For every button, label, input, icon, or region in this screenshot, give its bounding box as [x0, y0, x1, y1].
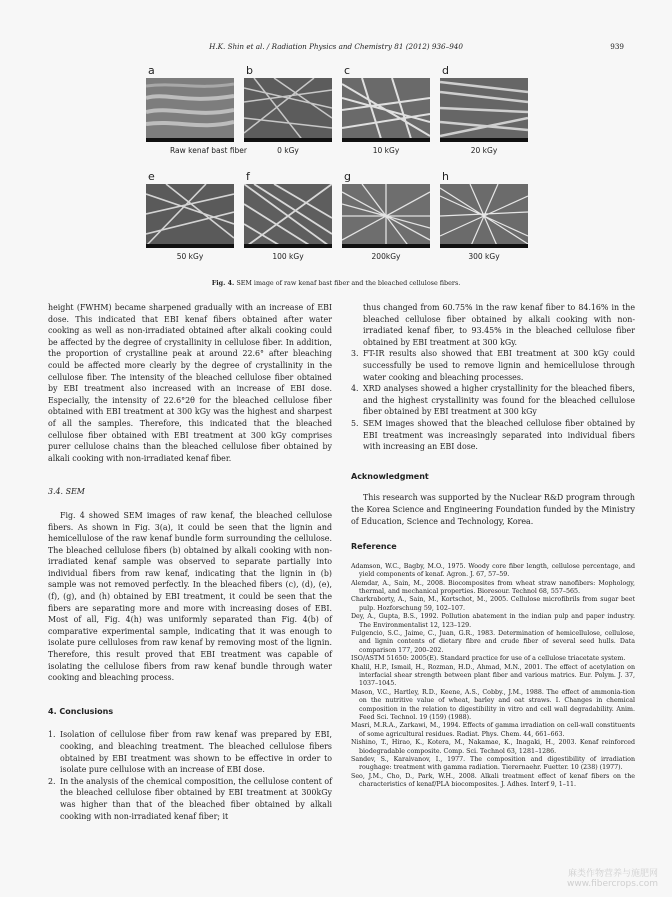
conclusions-list-cont: [351, 348, 635, 452]
figure-caption: [0, 279, 672, 287]
sem-image: [244, 78, 332, 142]
panel-label: 0 kGy: [277, 146, 299, 155]
panel-label: 300 kGy: [468, 252, 500, 261]
watermark-line-2: www.fibercrops.com: [567, 879, 658, 889]
panel-letter: c: [344, 64, 351, 77]
section-heading: 3.4. SEM: [48, 487, 85, 497]
watermark-line-1: 麻类作物营养与施肥网: [567, 869, 658, 879]
reference-item: Fulgencio, S.C., Jaime, C., Juan, G.R., 1983. Determination of hemicellulose, cellulose, and lignin contents of dietary fibre and crude fiber of several seed hulls. Data comparison 177, 200–202.: [351, 629, 635, 654]
reference-item: Charkraborty, A., Sain, M., Kortschot, M., 2005. Cellulose microfibrils from sugar beet pulp. Hozforschung 59, 102–107.: [351, 596, 635, 612]
caption-text: SEM image of raw kenaf bast fiber and the bleached cellulose fibers.: [234, 279, 461, 287]
paragraph: This research was supported by the Nuclear R&D program through the Korea Science and Engineering Foundation funded by the Ministry of Education, Science and Technology, Korea.: [351, 493, 635, 526]
page-number: 939: [610, 42, 624, 51]
right-column: [351, 302, 635, 790]
sem-figure: [146, 64, 526, 272]
sem-image: [244, 184, 332, 248]
paragraph: thus changed from 60.75% in the raw kenaf fiber to 84.16% in the bleached cellulose fiber obtained by alkali cooking with non-irradiated kenaf fiber, to 93.45% in the bleached cellulose fiber obtained by EBI treatment at 300 kGy.: [363, 303, 635, 347]
panel-label: 10 kGy: [372, 146, 400, 155]
panel-label: 200kGy: [371, 252, 401, 261]
reference-item: ISO/ASTM 51650: 2005(E). Standard practice for use of a cellulose triacetate system.: [351, 655, 626, 663]
reference-item: Sandev, S., Karaivanov, I., 1977. The composition and digestibility of irradiation roughage: treatment with gamma radiation. Tierernaehr. Fuetter. 10 (238) (1977).: [351, 756, 635, 772]
panel-letter: a: [148, 64, 155, 77]
reference-item: Seo, J.M., Cho, D., Park, W.H., 2008. Alkali treatment effect of kenaf fibers on the characteristics of kenaf/PLA biocomposites. J. Adhes. Interf 9, 1–11.: [351, 772, 635, 789]
panel-letter: g: [344, 170, 351, 183]
paragraph: Fig. 4 showed SEM images of raw kenaf, the bleached cellulose fibers. As shown in Fig. 3(a), it could be seen that the lignin and hemicellulose of the raw kenaf bundle form surrounding the cellulose. The bleached cellulose fibers (b) obtained by alkali cooking with non-irradiated kenaf sample was observed to separate partially into individual fibers from raw kenaf, indicating that the lignin in (b) sample was not removed perfectly. In the bleached fibers (c), (d), (e), (f), (g), and (h) obtained by EBI treatment, it could be seen that the fibers are separating more and more with increasing doses of EBI. Most of all, Fig. 4(h) was uniformly separated than Fig. 4(b) of comparative experimental sample, indicating that it was enough to isolate pure celluloses from raw kenaf by removing most of the lignin. Therefore, this result proved that EBI treatment was capable of isolating the cellulose fibers from raw kenaf bundle through water cooking and bleaching process.: [48, 510, 332, 683]
list-item: 1. Isolation of cellulose fiber from raw kenaf was prepared by EBI, cooking, and bleaching treatment. The bleached cellulose fibers obtained by EBI treatment was shown to be effective in order to isolate pure cellulose with an increase of EBI dose.: [48, 730, 332, 775]
conclusions-list: [48, 729, 332, 822]
reference-item: Khalil, H.P., Ismail, H., Rozman, H.D., Ahmad, M.N., 2001. The effect of acetylation on interfacial shear strength between plant fiber and various matrics. Eur. Polym. J. 37, 1037–1045.: [351, 663, 635, 688]
sem-image: [146, 184, 234, 248]
panel-letter: e: [148, 170, 155, 183]
reference-item: Nishino, T., Hirao, K., Kotera, M., Nakamae, K., Inagaki, H., 2003. Kenaf reinforced biodegradable composite. Comp. Sci. Technol 63, 1281–1286.: [351, 739, 635, 755]
section-heading: Reference: [351, 542, 397, 552]
sem-image: [440, 78, 528, 142]
reference-item: Mason, V.C., Hartley, R.D., Keene, A.S., Cobby., J.M., 1988. The effect of ammonia-tion on the nutritive value of wheat, barley and oat straws. I. Changes in chemical composition in the relation to digestibility in vitro and cell wall degradability. Anim. Feed Sci. Technol. 19 (159) (1988).: [351, 688, 635, 721]
section-heading: Acknowledgment: [351, 471, 429, 481]
list-item: 3. FT-IR results also showed that EBI treatment at 300 kGy could successfully be used to remove lignin and hemicellulose through water cooking and bleaching processes.: [351, 349, 635, 382]
section-heading: 4. Conclusions: [48, 706, 114, 716]
reference-item: Alemdar, A., Sain, M., 2008. Biocomposites from wheat straw nanofibers: Mophology, thermal, and mechanical properties. Bioresour. Technol 68, 557–565.: [351, 579, 635, 595]
panel-label: 50 kGy: [176, 252, 204, 261]
paragraph: height (FWHM) became sharpened gradually with an increase of EBI dose. This indicated that EBI kenaf fibers obtained after water cooking as well as non-irradiated obtained after alkali cooking could be affected by the degree of crystallinity in cellulose fiber. In addition, the proportion of crystalline peak at around 22.6° after bleaching could be affected more clearly by the degree of crystallinity in the cellulose fiber. The intensity of the bleached cellulose fiber obtained by EBI treatment also increased with an increase of EBI dose. Especially, the intensity of 22.6°2θ for the bleached cellulose fiber obtained with EBI treatment at 300 kGy was the highest and sharpest of all the samples. Therefore, this indicated that the bleached cellulose fiber obtained with EBI treatment at 300 kGy comprises purer cellulose chains than the bleached cellulose fiber obtained by alkali cooking with non-irradiated kenaf fiber.: [48, 303, 332, 463]
list-item: 5. SEM images showed that the bleached cellulose fiber obtained by EBI treatment was increasingly separated into individual fibers with increasing an EBI dose.: [351, 418, 635, 452]
panel-label: Raw kenaf bast fiber: [170, 146, 247, 155]
sem-image: [342, 78, 430, 142]
sem-image: [146, 78, 234, 142]
running-title: H.K. Shin et al. / Radiation Physics and Chemistry 81 (2012) 936–940: [209, 42, 463, 51]
panel-letter: f: [246, 170, 250, 183]
panel-label: 100 kGy: [272, 252, 304, 261]
sem-image: [440, 184, 528, 248]
caption-label: Fig. 4.: [211, 279, 235, 287]
list-item: 2. In the analysis of the chemical composition, the cellulose content of the bleached cellulose fiber obtained by EBI treatment at 300kGy was higher than that of the bleached fiber obtained by alkali cooking with non-irradiated kenaf fiber; it: [48, 776, 332, 821]
reference-item: Dey, A., Gupta, B.S., 1992. Pollution abatement in the indian pulp and paper industry. The Environmentalist 12, 123–129.: [351, 613, 635, 629]
sem-image: [342, 184, 430, 248]
reference-item: Masri, M.R.A., Zarkawi, M., 1994. Effects of gamma irradiation on cell-wall constituents of some agricultural residues. Radiat. Phys. Chem. 44, 661–663.: [351, 722, 635, 738]
reference-item: Adamson, W.C., Bagby, M.O., 1975. Woody core fiber length, cellulose percentage, and yield components of kenaf. Agron. J. 67, 57–59.: [351, 562, 635, 579]
reference-list: [351, 563, 635, 790]
list-item: 4. XRD analyses showed a higher crystallinity for the bleached fibers, and the highest crystallinity was found for the bleached cellulose fiber obtained by EBI treatment at 300 kGy: [351, 384, 635, 417]
panel-letter: d: [442, 64, 449, 77]
panel-label: 20 kGy: [470, 146, 498, 155]
panel-letter: b: [246, 64, 253, 77]
left-column: [48, 302, 332, 822]
panel-letter: h: [442, 170, 449, 183]
